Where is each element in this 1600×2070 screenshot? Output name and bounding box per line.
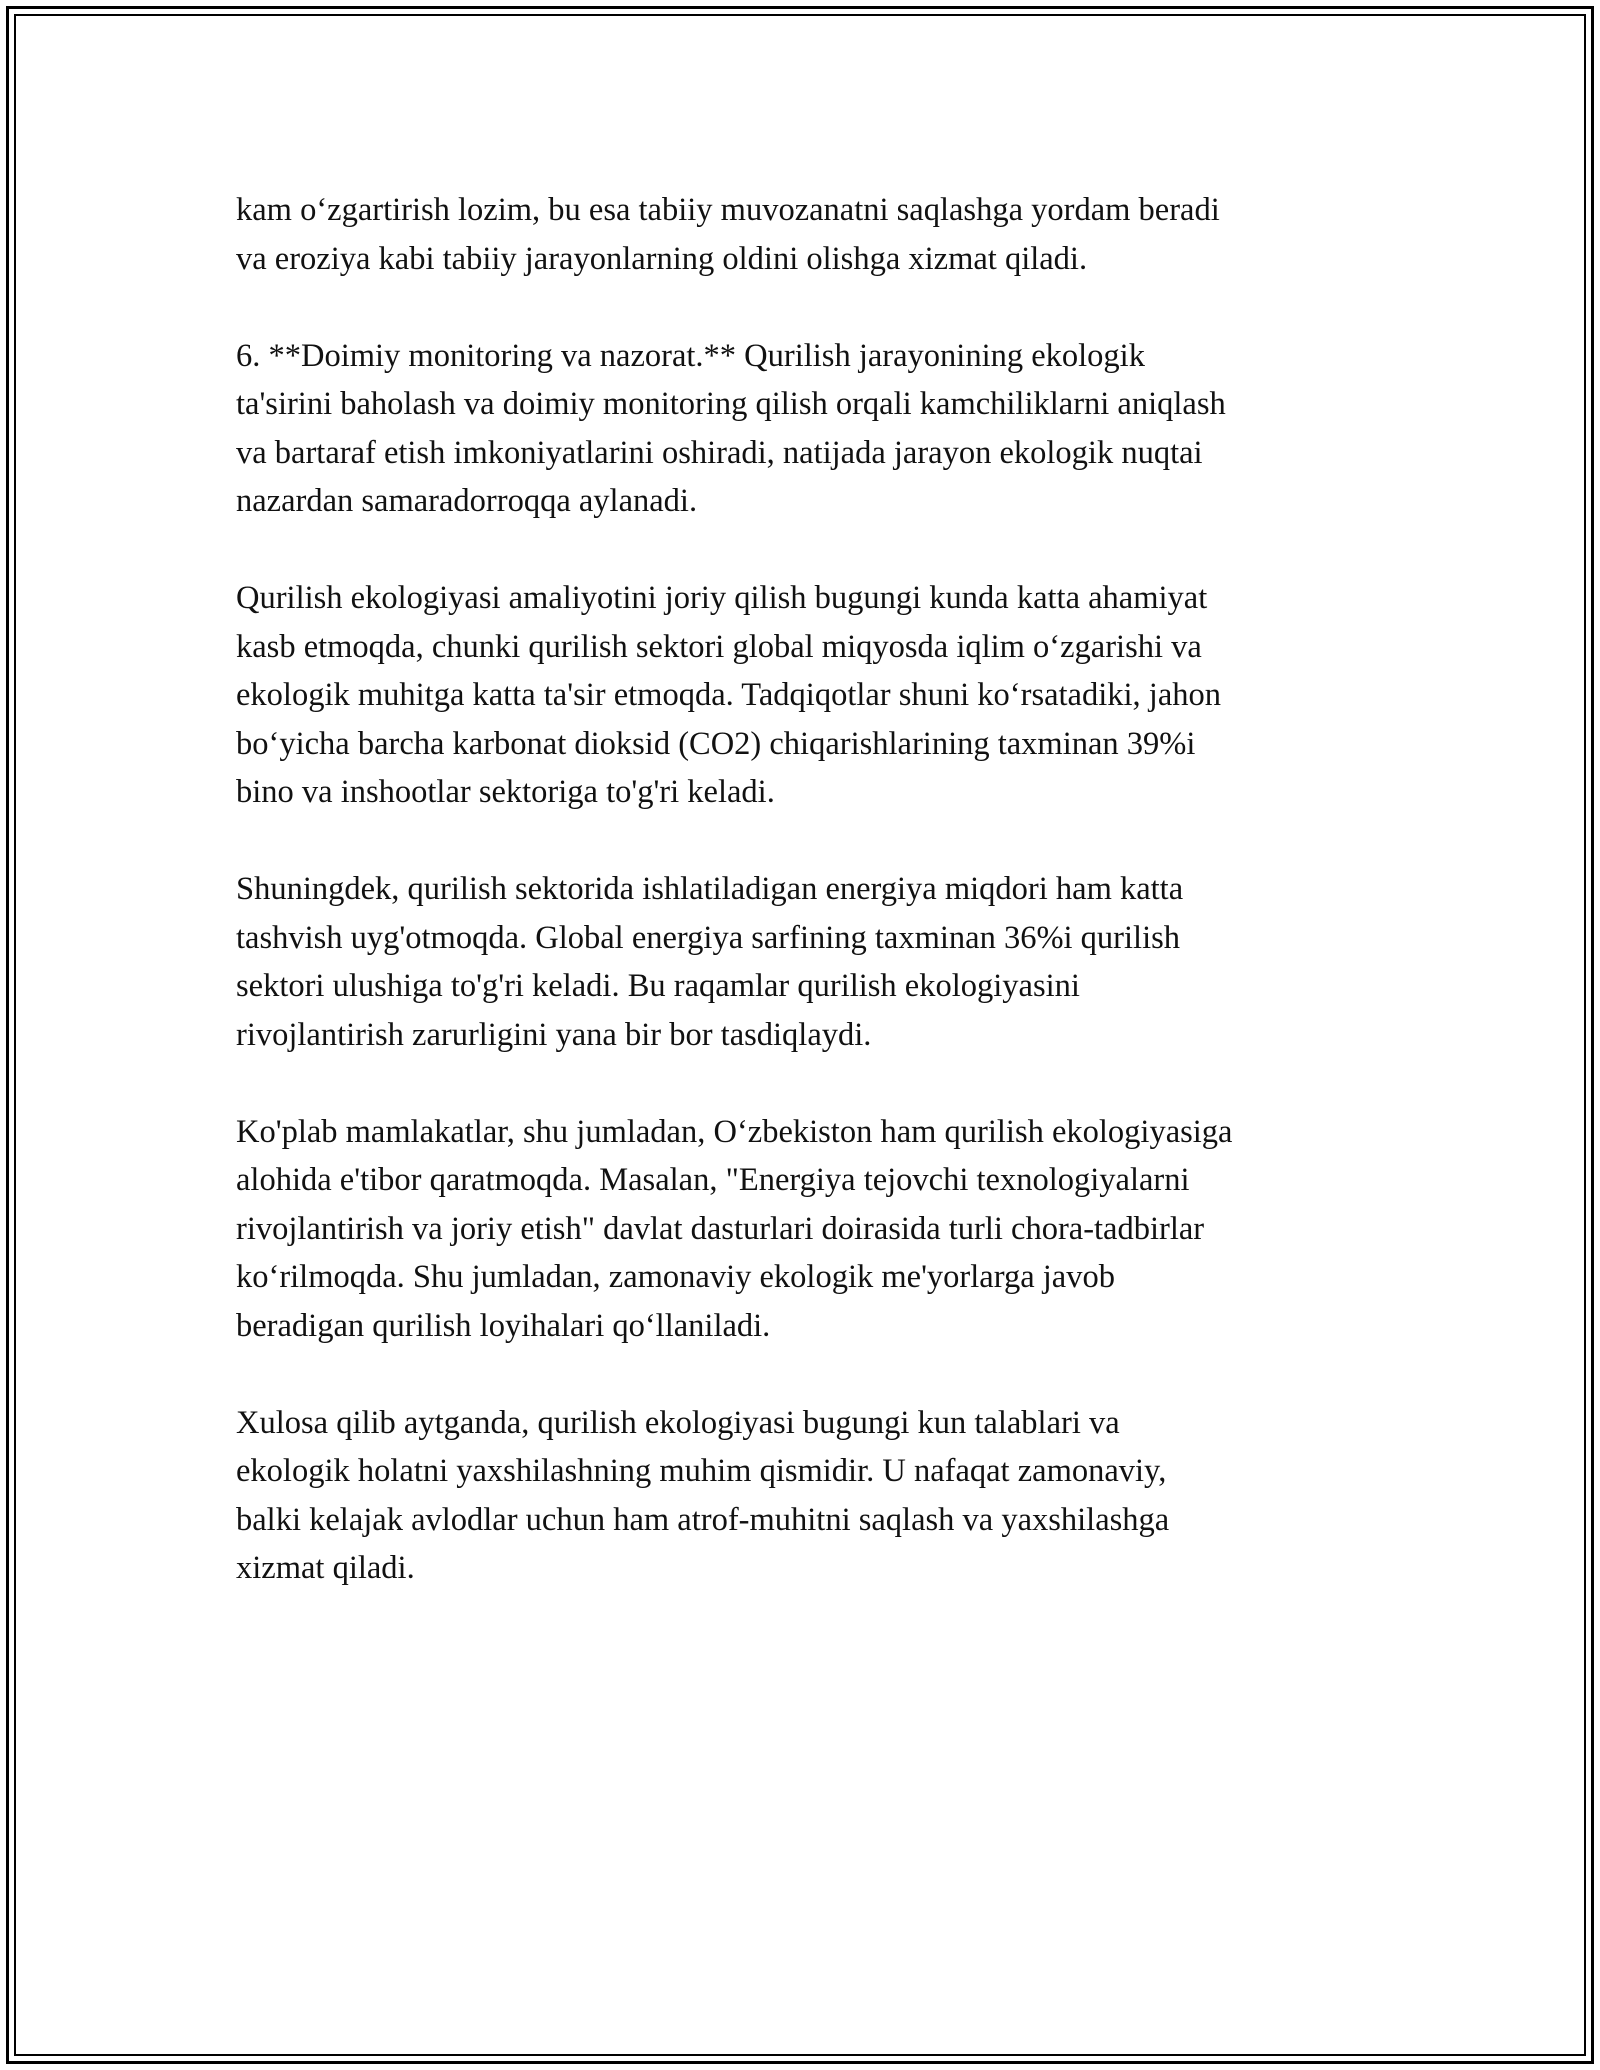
text-line: ekologik holatni yaxshilashning muhim qismidir. U nafaqat zamonaviy, (236, 1453, 1167, 1489)
text-line: rivojlantirish va joriy etish" davlat dasturlari doirasida turli chora-tadbirlar (236, 1210, 1205, 1247)
paragraph-conclusion (236, 1399, 1376, 1593)
paragraph-gap (236, 1350, 1376, 1399)
paragraph-gap (236, 526, 1376, 575)
text-line: sektori ulushiga to'g'ri keladi. Bu raqamlar qurilish ekologiyasini (236, 968, 1080, 1004)
text-line: balki kelajak avlodlar uchun ham atrof-muhitni saqlash va yaxshilashga (236, 1501, 1170, 1538)
text-line: Qurilish ekologiyasi amaliyotini joriy qilish bugungi kunda katta ahamiyat (236, 580, 1208, 616)
text-line: Shuningdek, qurilish sektorida ishlatiladigan energiya miqdori ham katta (236, 871, 1184, 907)
paragraph-energy (236, 865, 1376, 1059)
text-line: va bartaraf etish imkoniyatlarini oshiradi, natijada jarayon ekologik nuqtai (236, 434, 1203, 471)
text-line: ekologik muhitga katta ta'sir etmoqda. Tadqiqotlar shuni ko‘rsatadiki, jahon (236, 677, 1221, 713)
text-line: va eroziya kabi tabiiy jarayonlarning oldini olishga xizmat qiladi. (236, 240, 1088, 277)
paragraph-erosion (236, 186, 1376, 283)
text-line: xizmat qiladi. (236, 1550, 415, 1586)
paragraph-uzbekistan (236, 1108, 1376, 1351)
text-line: Ko'plab mamlakatlar, shu jumladan, O‘zbekiston ham qurilish ekologiyasiga (236, 1113, 1233, 1150)
paragraph-gap (236, 817, 1376, 866)
text-line: alohida e'tibor qaratmoqda. Masalan, "Energiya tejovchi texnologiyalarni (236, 1162, 1190, 1198)
text-line: 6. **Doimiy monitoring va nazorat.** Qurilish jarayonining ekologik (236, 337, 1145, 374)
text-line: rivojlantirish zarurligini yana bir bor tasdiqlaydi. (236, 1016, 872, 1053)
text-line: ko‘rilmoqda. Shu jumladan, zamonaviy ekologik me'yorlarga javob (236, 1259, 1115, 1295)
text-line: beradigan qurilish loyihalari qo‘llaniladi. (236, 1307, 771, 1344)
paragraph-gap (236, 1059, 1376, 1108)
text-line: kasb etmoqda, chunki qurilish sektori global miqyosda iqlim o‘zgarishi va (236, 628, 1202, 665)
document-body (236, 186, 1376, 1593)
paragraph-co2 (236, 574, 1376, 817)
text-line: kam o‘zgartirish lozim, bu esa tabiiy muvozanatni saqlashga yordam beradi (236, 192, 1220, 228)
text-line: Xulosa qilib aytganda, qurilish ekologiyasi bugungi kun talablari va (236, 1404, 1120, 1441)
text-line: bino va inshootlar sektoriga to'g'ri keladi. (236, 774, 775, 810)
paragraph-monitoring (236, 332, 1376, 526)
paragraph-gap (236, 283, 1376, 332)
text-line: tashvish uyg'otmoqda. Global energiya sarfining taxminan 36%i qurilish (236, 919, 1180, 956)
text-line: ta'sirini baholash va doimiy monitoring qilish orqali kamchiliklarni aniqlash (236, 386, 1226, 422)
text-line: nazardan samaradorroqqa aylanadi. (236, 483, 698, 519)
text-line: bo‘yicha barcha karbonat dioksid (CO2) chiqarishlarining taxminan 39%i (236, 725, 1196, 762)
